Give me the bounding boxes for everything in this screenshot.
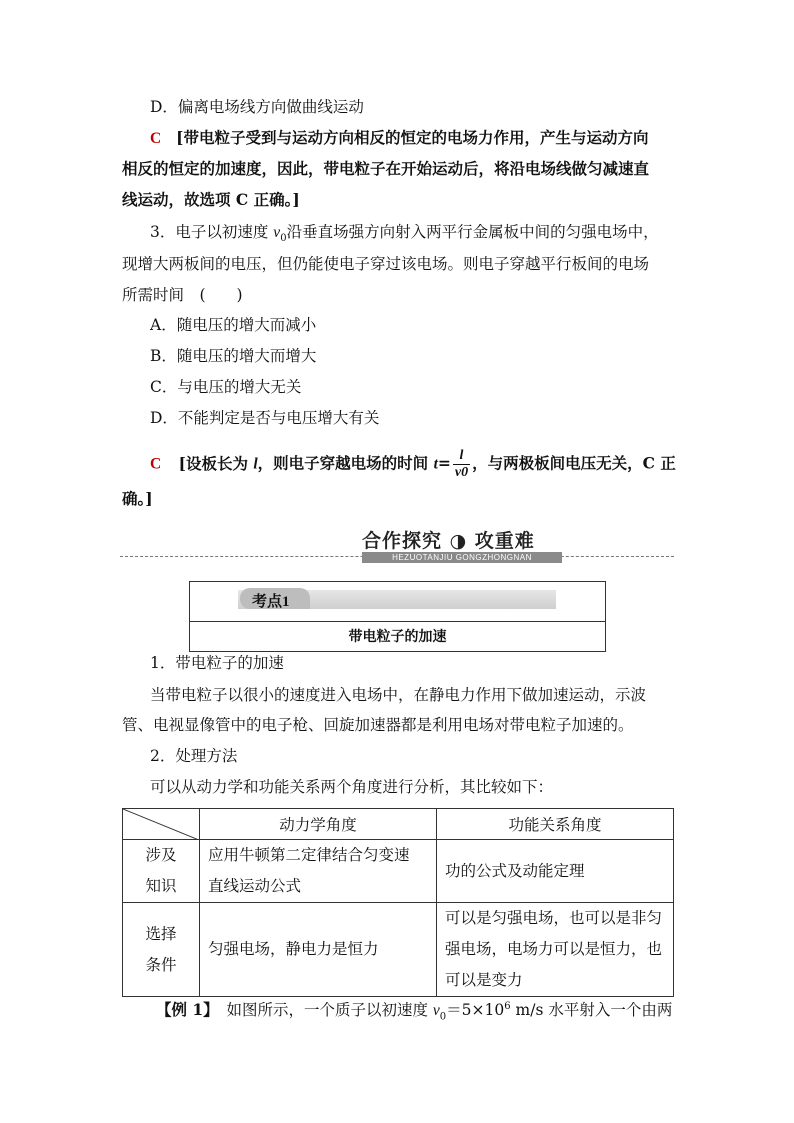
example-label: 【例 1】 [156, 1000, 211, 1020]
paragraph-2: 可以从动力学和功能关系两个角度进行分析，其比较如下： [150, 778, 554, 796]
banner-pinyin: HEZUOTANJIU GONGZHONGNAN [362, 552, 562, 563]
q2-explanation-line-3: 线运动，故选项 C 正确。] [122, 190, 300, 209]
banner-title: 合作探究 ◑ 攻重难 [362, 530, 535, 552]
example-exponent: 6 [504, 1001, 511, 1012]
example-variable: v [432, 1002, 440, 1020]
comparison-table [122, 808, 674, 997]
cell-line: 可以是变力 [445, 971, 523, 989]
cell-line: 应用牛顿第二定律结合匀变速 [208, 846, 410, 864]
q3-answer-letter: C [150, 455, 162, 473]
q2-explanation-line-1 [150, 128, 648, 149]
q3-fraction-denominator: v0 [454, 465, 469, 480]
col-header-energy: 功能关系角度 [437, 809, 674, 840]
keypoint-divider [190, 621, 605, 622]
cell-line: 强电场，电场力可以是恒力，也 [445, 940, 663, 958]
corner-diagonal [123, 809, 199, 840]
table-corner-cell [123, 809, 200, 840]
banner-title-box [362, 524, 674, 564]
q2-explanation-text-1: [带电粒子受到与运动方向相反的恒定的电场力作用，产生与运动方向 [176, 128, 649, 147]
q3-fraction-numerator: l [453, 448, 470, 465]
row-header-line: 涉及 [145, 846, 177, 864]
q2-option-d: D．偏离电场线方向做曲线运动 [150, 98, 364, 116]
q3-expl-part-3: ，与两极板间电压无关，C 正 [472, 453, 676, 473]
cell-line: 功的公式及动能定理 [445, 861, 585, 880]
table-row [123, 903, 674, 997]
cell-energy-conditions [437, 903, 674, 997]
q3-option-c: C．与电压的增大无关 [150, 378, 302, 396]
q3-fraction [453, 448, 470, 481]
q3-stem-prefix: 3．电子以初速度 [150, 223, 274, 241]
q3-stem-rest: 沿垂直场强方向射入两平行金属板中间的匀强电场中， [286, 223, 659, 241]
q3-stem-variable: v [273, 224, 281, 241]
keypoint-label: 考点1 [252, 594, 290, 610]
row-header-line: 选择 [145, 924, 177, 943]
cell-line: 直线运动公式 [208, 877, 302, 895]
section-banner [120, 524, 674, 564]
row-header-knowledge [123, 840, 200, 903]
cell-dynamics-conditions [200, 903, 437, 997]
q3-stem-subscript: 0 [280, 233, 287, 245]
q3-option-d: D．不能判定是否与电压增大有关 [150, 409, 380, 427]
cell-line: 可以是匀强电场，也可以是非匀 [445, 909, 663, 927]
q3-stem-line-3: 所需时间 ( ) [122, 286, 243, 304]
example-subscript: 0 [439, 1011, 447, 1023]
q2-answer-letter: C [150, 130, 162, 147]
q3-expl-eq: = [437, 453, 451, 473]
example-text-after: m/s 水平射入一个由两 [510, 1001, 673, 1020]
q3-expl-part-1: [设板长为 [178, 453, 254, 473]
q3-expl-part-2: ，则电子穿越电场的时间 [257, 453, 434, 473]
table-header-row [123, 809, 674, 840]
paragraph-1-line-2: 管、电视显像管中的电子枪、回旋加速器都是利用电场对带电粒子加速的。 [122, 716, 634, 734]
cell-energy-knowledge [437, 840, 674, 903]
row-header-line: 条件 [145, 955, 177, 974]
q3-stem-line-1 [150, 222, 659, 249]
paragraph-1-line-1: 当带电粒子以很小的速度进入电场中，在静电力作用下做加速运动，示波 [150, 686, 647, 704]
q3-explanation-line-2: 确。] [122, 489, 153, 508]
q3-option-b: B．随电压的增大而增大 [150, 347, 317, 365]
table-row [123, 840, 674, 903]
col-header-dynamics: 动力学角度 [200, 809, 437, 840]
row-header-conditions [123, 903, 200, 997]
keypoint-topic: 带电粒子的加速 [348, 629, 447, 645]
example-value: ＝5×10 [446, 1001, 505, 1020]
q3-expl-var-l: l [253, 455, 258, 473]
example-1-line [156, 997, 672, 1027]
example-text-before: 如图所示，一个质子以初速度 [210, 1001, 433, 1020]
q3-expl-var-t: t [433, 455, 438, 473]
cell-dynamics-knowledge [200, 840, 437, 903]
keypoint-box [189, 581, 606, 652]
q3-option-a: A．随电压的增大而减小 [150, 316, 317, 334]
q3-explanation-line-1 [150, 448, 676, 481]
q2-explanation-line-2: 相反的恒定的加速度，因此，带电粒子在开始运动后，将沿电场线做匀减速直 [122, 159, 650, 178]
q3-stem-line-2: 现增大两板间的电压，但仍能使电子穿过该电场。则电子穿越平行板间的电场 [122, 255, 650, 273]
cell-line: 匀强电场，静电力是恒力 [208, 940, 379, 958]
heading-acceleration: 1．带电粒子的加速 [150, 654, 284, 672]
heading-method: 2．处理方法 [150, 747, 238, 765]
row-header-line: 知识 [145, 877, 177, 895]
